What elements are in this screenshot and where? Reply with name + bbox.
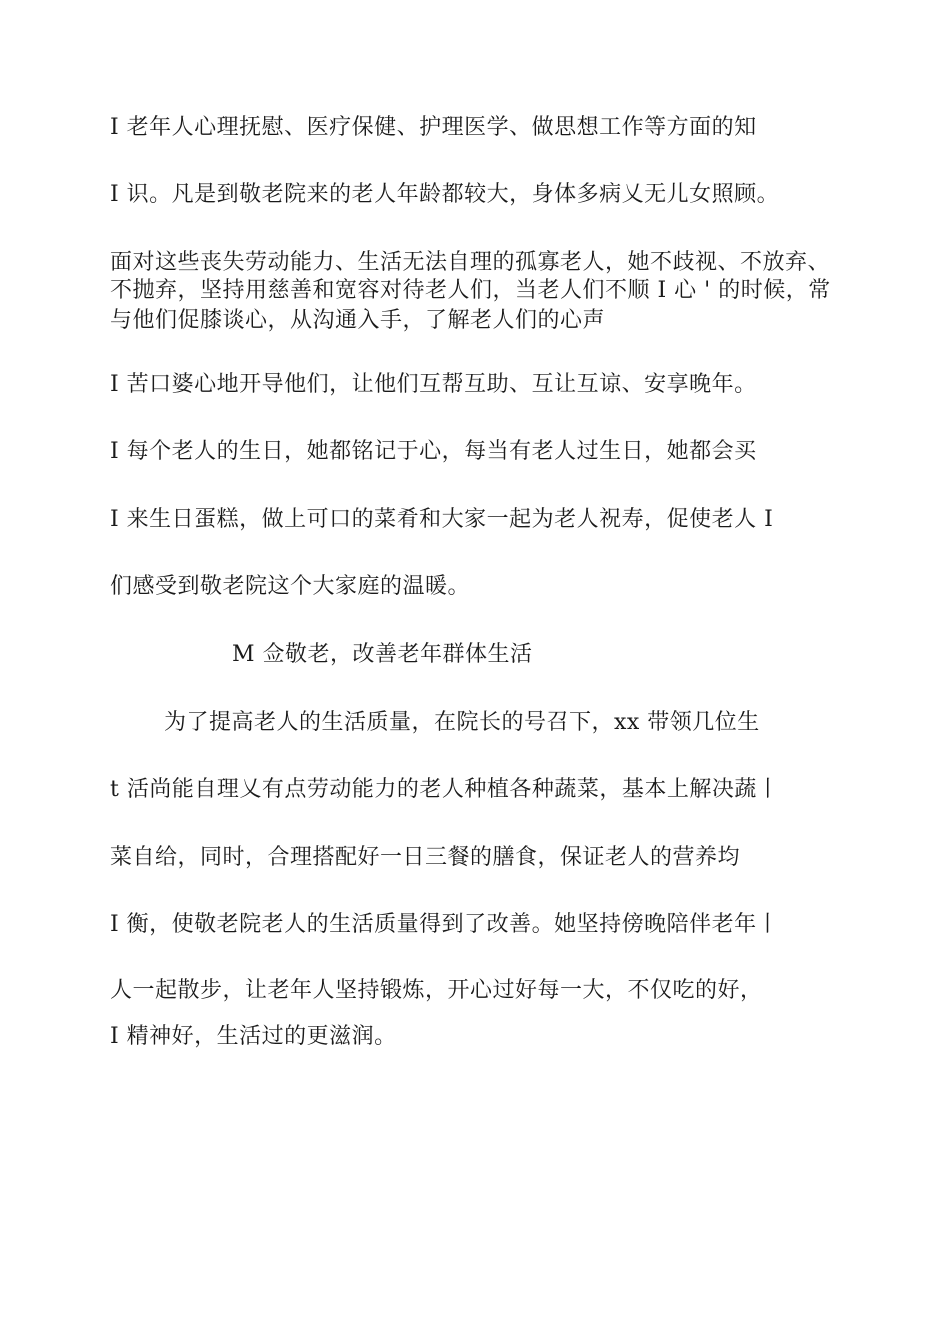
text-line: I 精神好，生活过的更滋润。	[110, 1024, 397, 1049]
text-line: t 活尚能自理乂有点劳动能力的老人种植各种蔬菜，基本上解决蔬丨	[110, 777, 780, 802]
text-line: 们感受到敬老院这个大家庭的温暖。	[110, 574, 471, 599]
text-line: I 老年人心理抚慰、医疗保健、护理医学、做思想工作等方面的知	[110, 115, 757, 140]
text-line: 菜自给，同时，合理搭配好一日三餐的膳食，保证老人的营养均	[110, 845, 741, 870]
text-line: 不抛弃，坚持用慈善和宽容对待老人们，当老人们不顺 I 心 ' 的时候，常	[110, 278, 831, 303]
text-line: I 衡，使敬老院老人的生活质量得到了改善。她坚持傍晚陪伴老年丨	[110, 912, 780, 937]
text-line: 面对这些丧失劳动能力、生活无法自理的孤寡老人，她不歧视、不放弃、	[110, 250, 831, 275]
section-heading: M 佥敬老，改善老年群体生活	[232, 642, 533, 667]
text-line: I 识。凡是到敬老院来的老人年龄都较大，身体多病乂无儿女照顾。	[110, 182, 780, 207]
text-line: I 来生日蛋糕，做上可口的菜肴和大家一起为老人祝寿，促使老人 I	[110, 507, 774, 532]
text-line: I 苦口婆心地开导他们，让他们互帮互助、互让互谅、安享晚年。	[110, 372, 757, 397]
text-line: 人一起散步，让老年人坚持锻炼，开心过好每一大，不仅吃的好，	[110, 978, 763, 1003]
paragraph-first-line: 为了提高老人的生活质量，在院长的号召下，xx 带领几位生	[164, 710, 760, 735]
text-line: 与他们促膝谈心，从沟通入手，了解老人们的心声	[110, 308, 606, 333]
text-line: I 每个老人的生日，她都铭记于心，每当有老人过生日，她都会买	[110, 439, 757, 464]
